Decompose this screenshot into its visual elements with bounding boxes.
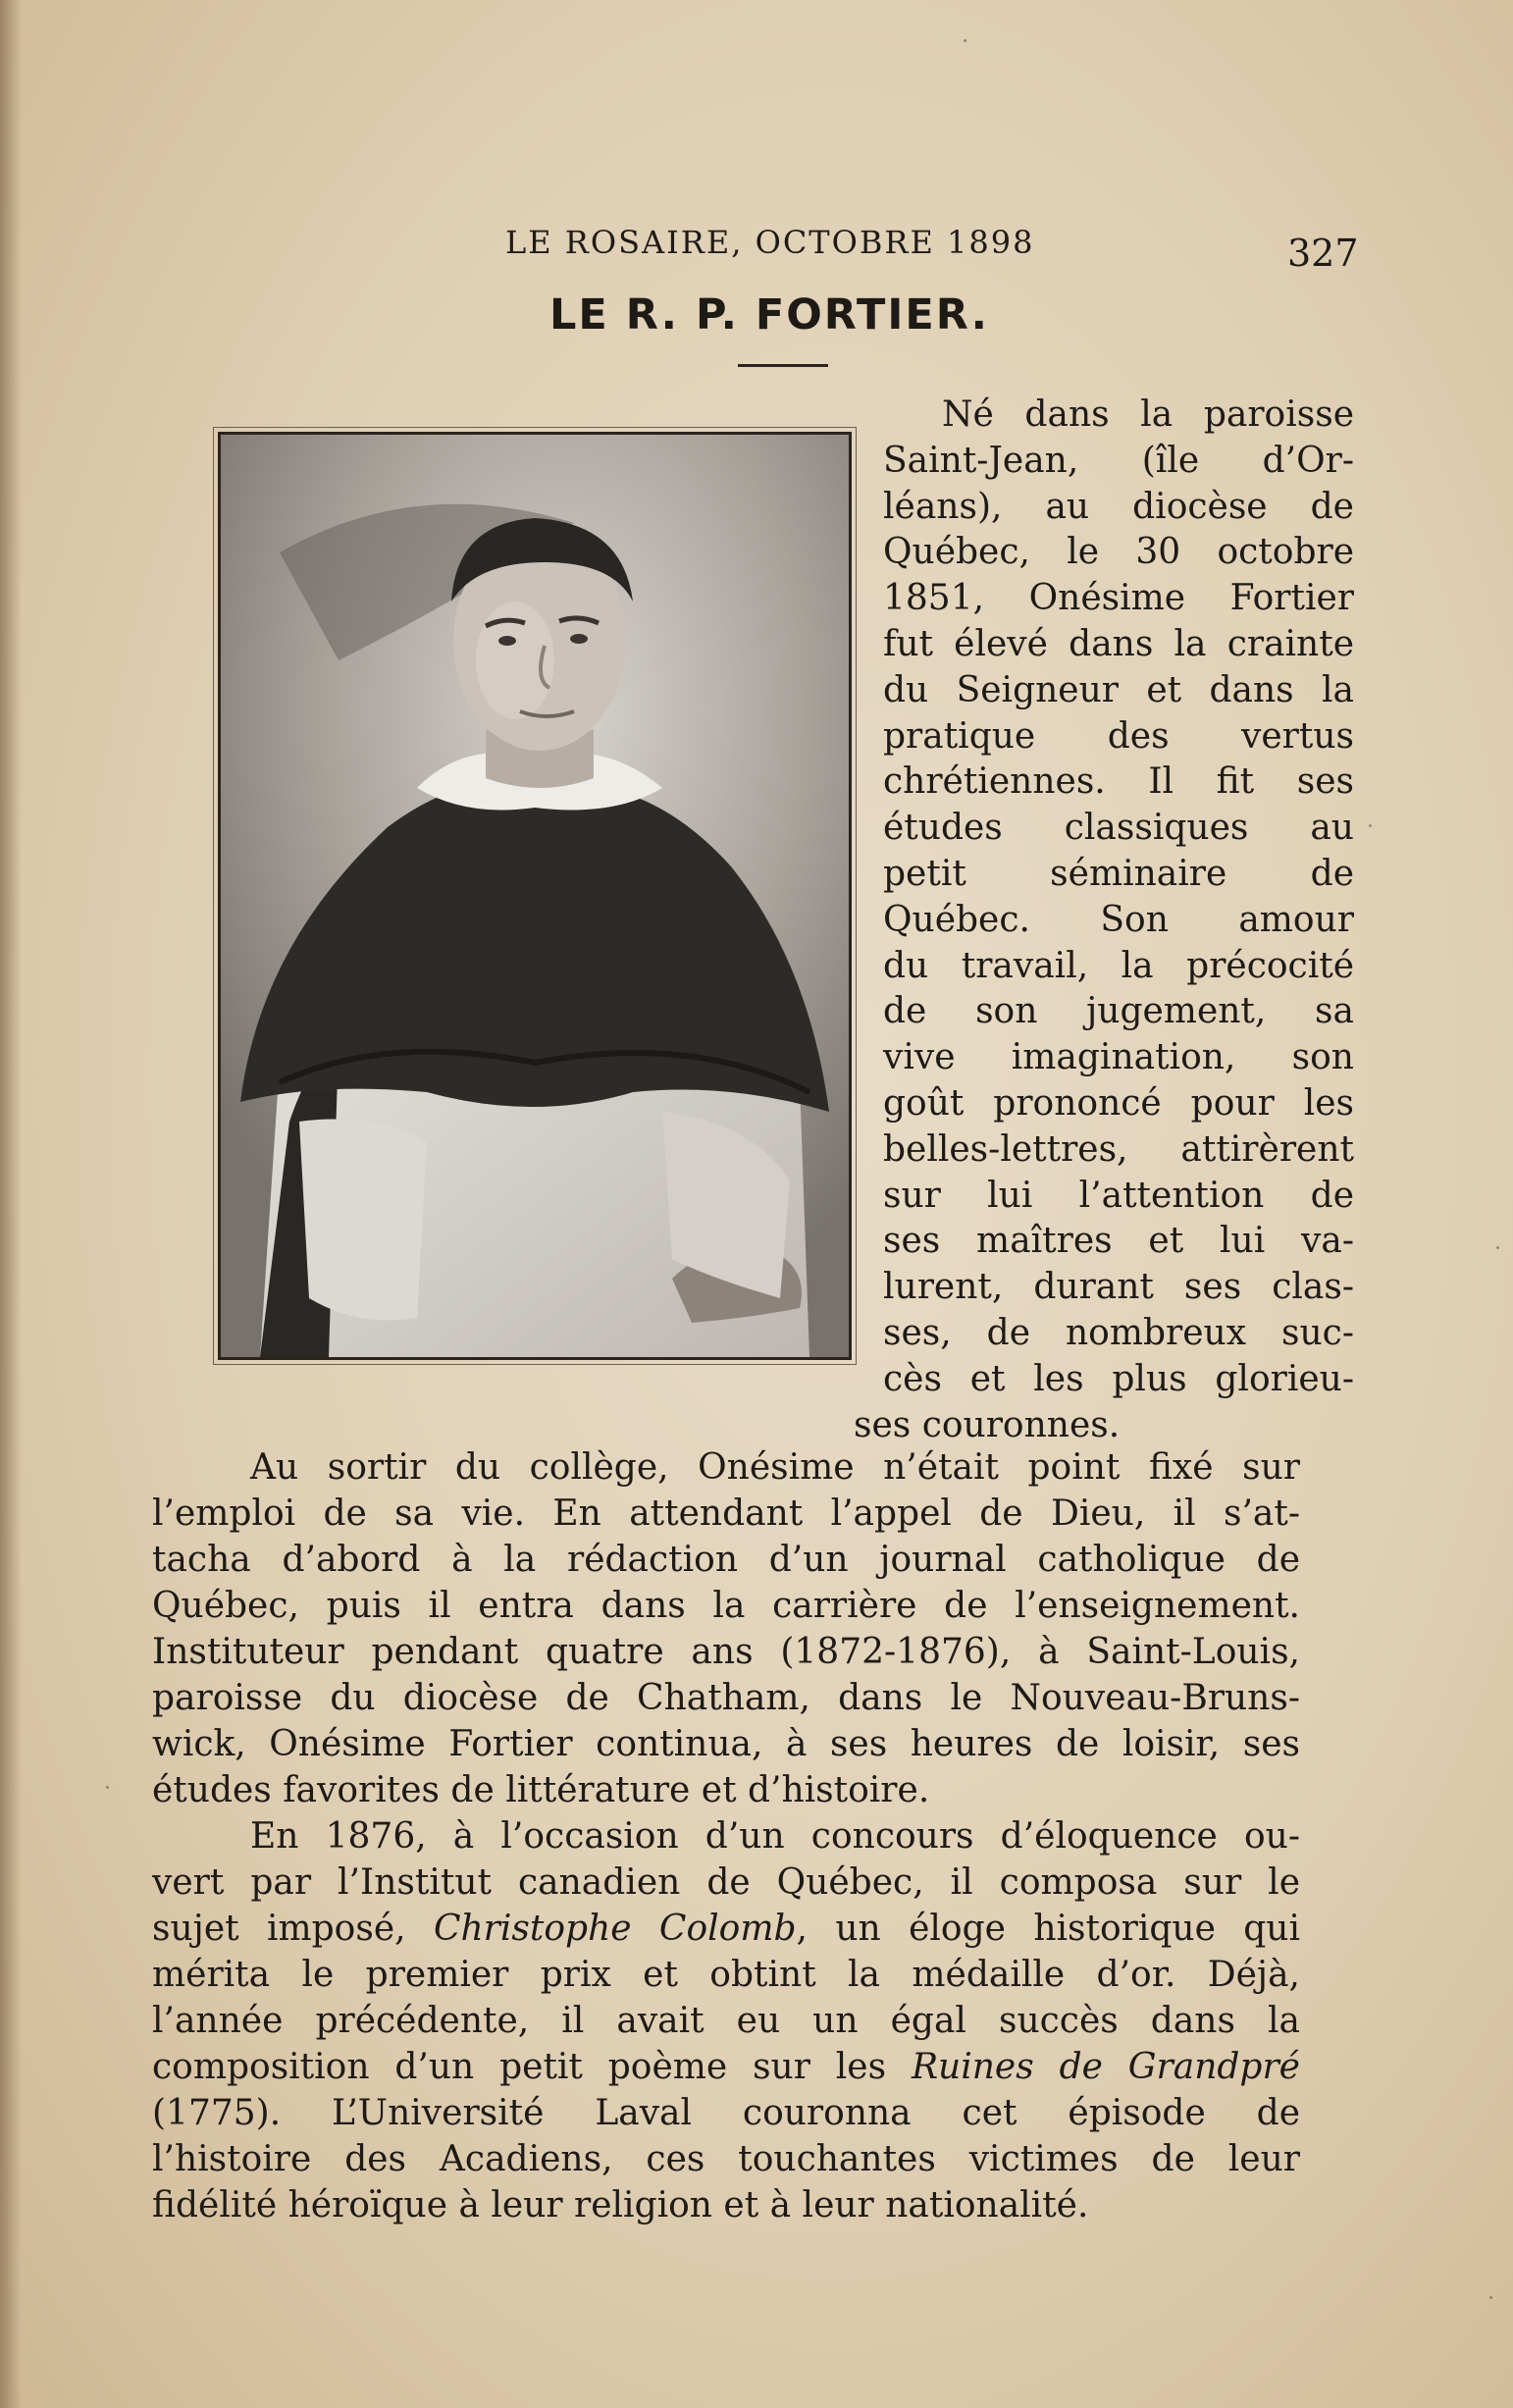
- text-line: du Seigneur et dans la: [883, 669, 1354, 710]
- portrait-illustration: [221, 435, 849, 1357]
- paper-speck: [964, 39, 966, 42]
- page-number: 327: [1287, 232, 1359, 275]
- text-line: vive imagination, son: [883, 1037, 1354, 1078]
- text-line: du travail, la précocité: [883, 945, 1354, 986]
- text-line: l’emploi de sa vie. En attendant l’appel de Dieu, il s’at-: [152, 1493, 1300, 1534]
- text-line: goût prononcé pour les: [883, 1082, 1354, 1124]
- text-line: de son jugement, sa: [883, 991, 1354, 1032]
- paper-speck: [106, 1786, 109, 1789]
- text-line: paroisse du diocèse de Chatham, dans le Nouveau-Bruns-: [152, 1678, 1300, 1718]
- text-line: léans), au diocèse de: [883, 486, 1354, 527]
- title-rule: [738, 364, 828, 367]
- text-line: chrétiennes. Il fit ses: [883, 761, 1354, 803]
- text-line: ses couronnes.: [854, 1404, 1121, 1445]
- text-line: ses, de nombreux suc-: [883, 1312, 1354, 1353]
- portrait-photo: [218, 432, 852, 1360]
- paper-speck: [1496, 1246, 1499, 1249]
- text-line: pratique des vertus: [883, 715, 1354, 757]
- text-line: [152, 2044, 1300, 2090]
- running-head: LE ROSAIRE, OCTOBRE 1898: [505, 224, 1035, 261]
- text-line: études classiques au: [883, 808, 1354, 849]
- text-fragment: composition d’un petit poème sur les: [152, 2047, 912, 2087]
- text-line: Saint-Jean, (île d’Or-: [883, 440, 1354, 481]
- text-line: Québec. Son amour: [883, 899, 1354, 940]
- wrap-paragraph: [854, 393, 1354, 1448]
- text-line: Québec, puis il entra dans la carrière de l’enseignement.: [152, 1586, 1300, 1626]
- text-line: petit séminaire de: [883, 853, 1354, 894]
- body-paragraphs: [152, 1444, 1300, 2228]
- paper-speck: [1489, 2296, 1492, 2299]
- text-line: fut élevé dans la crainte: [883, 623, 1354, 664]
- text-fragment: , un éloge historique qui: [796, 1909, 1301, 1949]
- text-line: Au sortir du collège, Onésime n’était point fixé sur: [250, 1447, 1300, 1488]
- italic-work-title: Christophe Colomb: [433, 1909, 797, 1949]
- text-line: (1775). L’Université Laval couronna cet épisode de: [152, 2093, 1300, 2133]
- text-line: Québec, le 30 octobre: [883, 532, 1354, 573]
- text-fragment: sujet imposé,: [152, 1909, 434, 1949]
- text-line: En 1876, à l’occasion d’un concours d’éloquence ou-: [250, 1816, 1300, 1857]
- text-line: fidélité héroïque à leur religion et à leur nationalité.: [152, 2185, 1089, 2225]
- text-line: lurent, durant ses clas-: [883, 1267, 1354, 1308]
- page-edge-shadow: [0, 0, 22, 2408]
- italic-work-title: Ruines de Grandpré: [911, 2047, 1300, 2087]
- text-line: ses maîtres et lui va-: [883, 1221, 1354, 1262]
- text-line: l’histoire des Acadiens, ces touchantes victimes de leur: [152, 2139, 1300, 2179]
- text-line: 1851, Onésime Fortier: [883, 578, 1354, 619]
- text-line: wick, Onésime Fortier continua, à ses heures de loisir, ses: [152, 1724, 1300, 1764]
- text-line: belles-lettres, attirèrent: [883, 1128, 1354, 1170]
- text-line: [152, 1906, 1300, 1952]
- text-line: Instituteur pendant quatre ans (1872-1876), à Saint-Louis,: [152, 1632, 1300, 1672]
- text-line: mérita le premier prix et obtint la médaille d’or. Déjà,: [152, 1955, 1300, 1995]
- text-line: l’année précédente, il avait eu un égal succès dans la: [152, 2001, 1300, 2041]
- text-line: sur lui l’attention de: [883, 1175, 1354, 1216]
- paper-speck: [1369, 824, 1372, 827]
- text-line: vert par l’Institut canadien de Québec, il composa sur le: [152, 1862, 1300, 1903]
- text-line: cès et les plus glorieu-: [883, 1358, 1354, 1399]
- text-line: tacha d’abord à la rédaction d’un journal catholique de: [152, 1540, 1300, 1580]
- text-line: études favorites de littérature et d’histoire.: [152, 1770, 930, 1810]
- article-title: LE R. P. FORTIER.: [549, 290, 989, 340]
- text-line: Né dans la paroisse: [942, 394, 1354, 435]
